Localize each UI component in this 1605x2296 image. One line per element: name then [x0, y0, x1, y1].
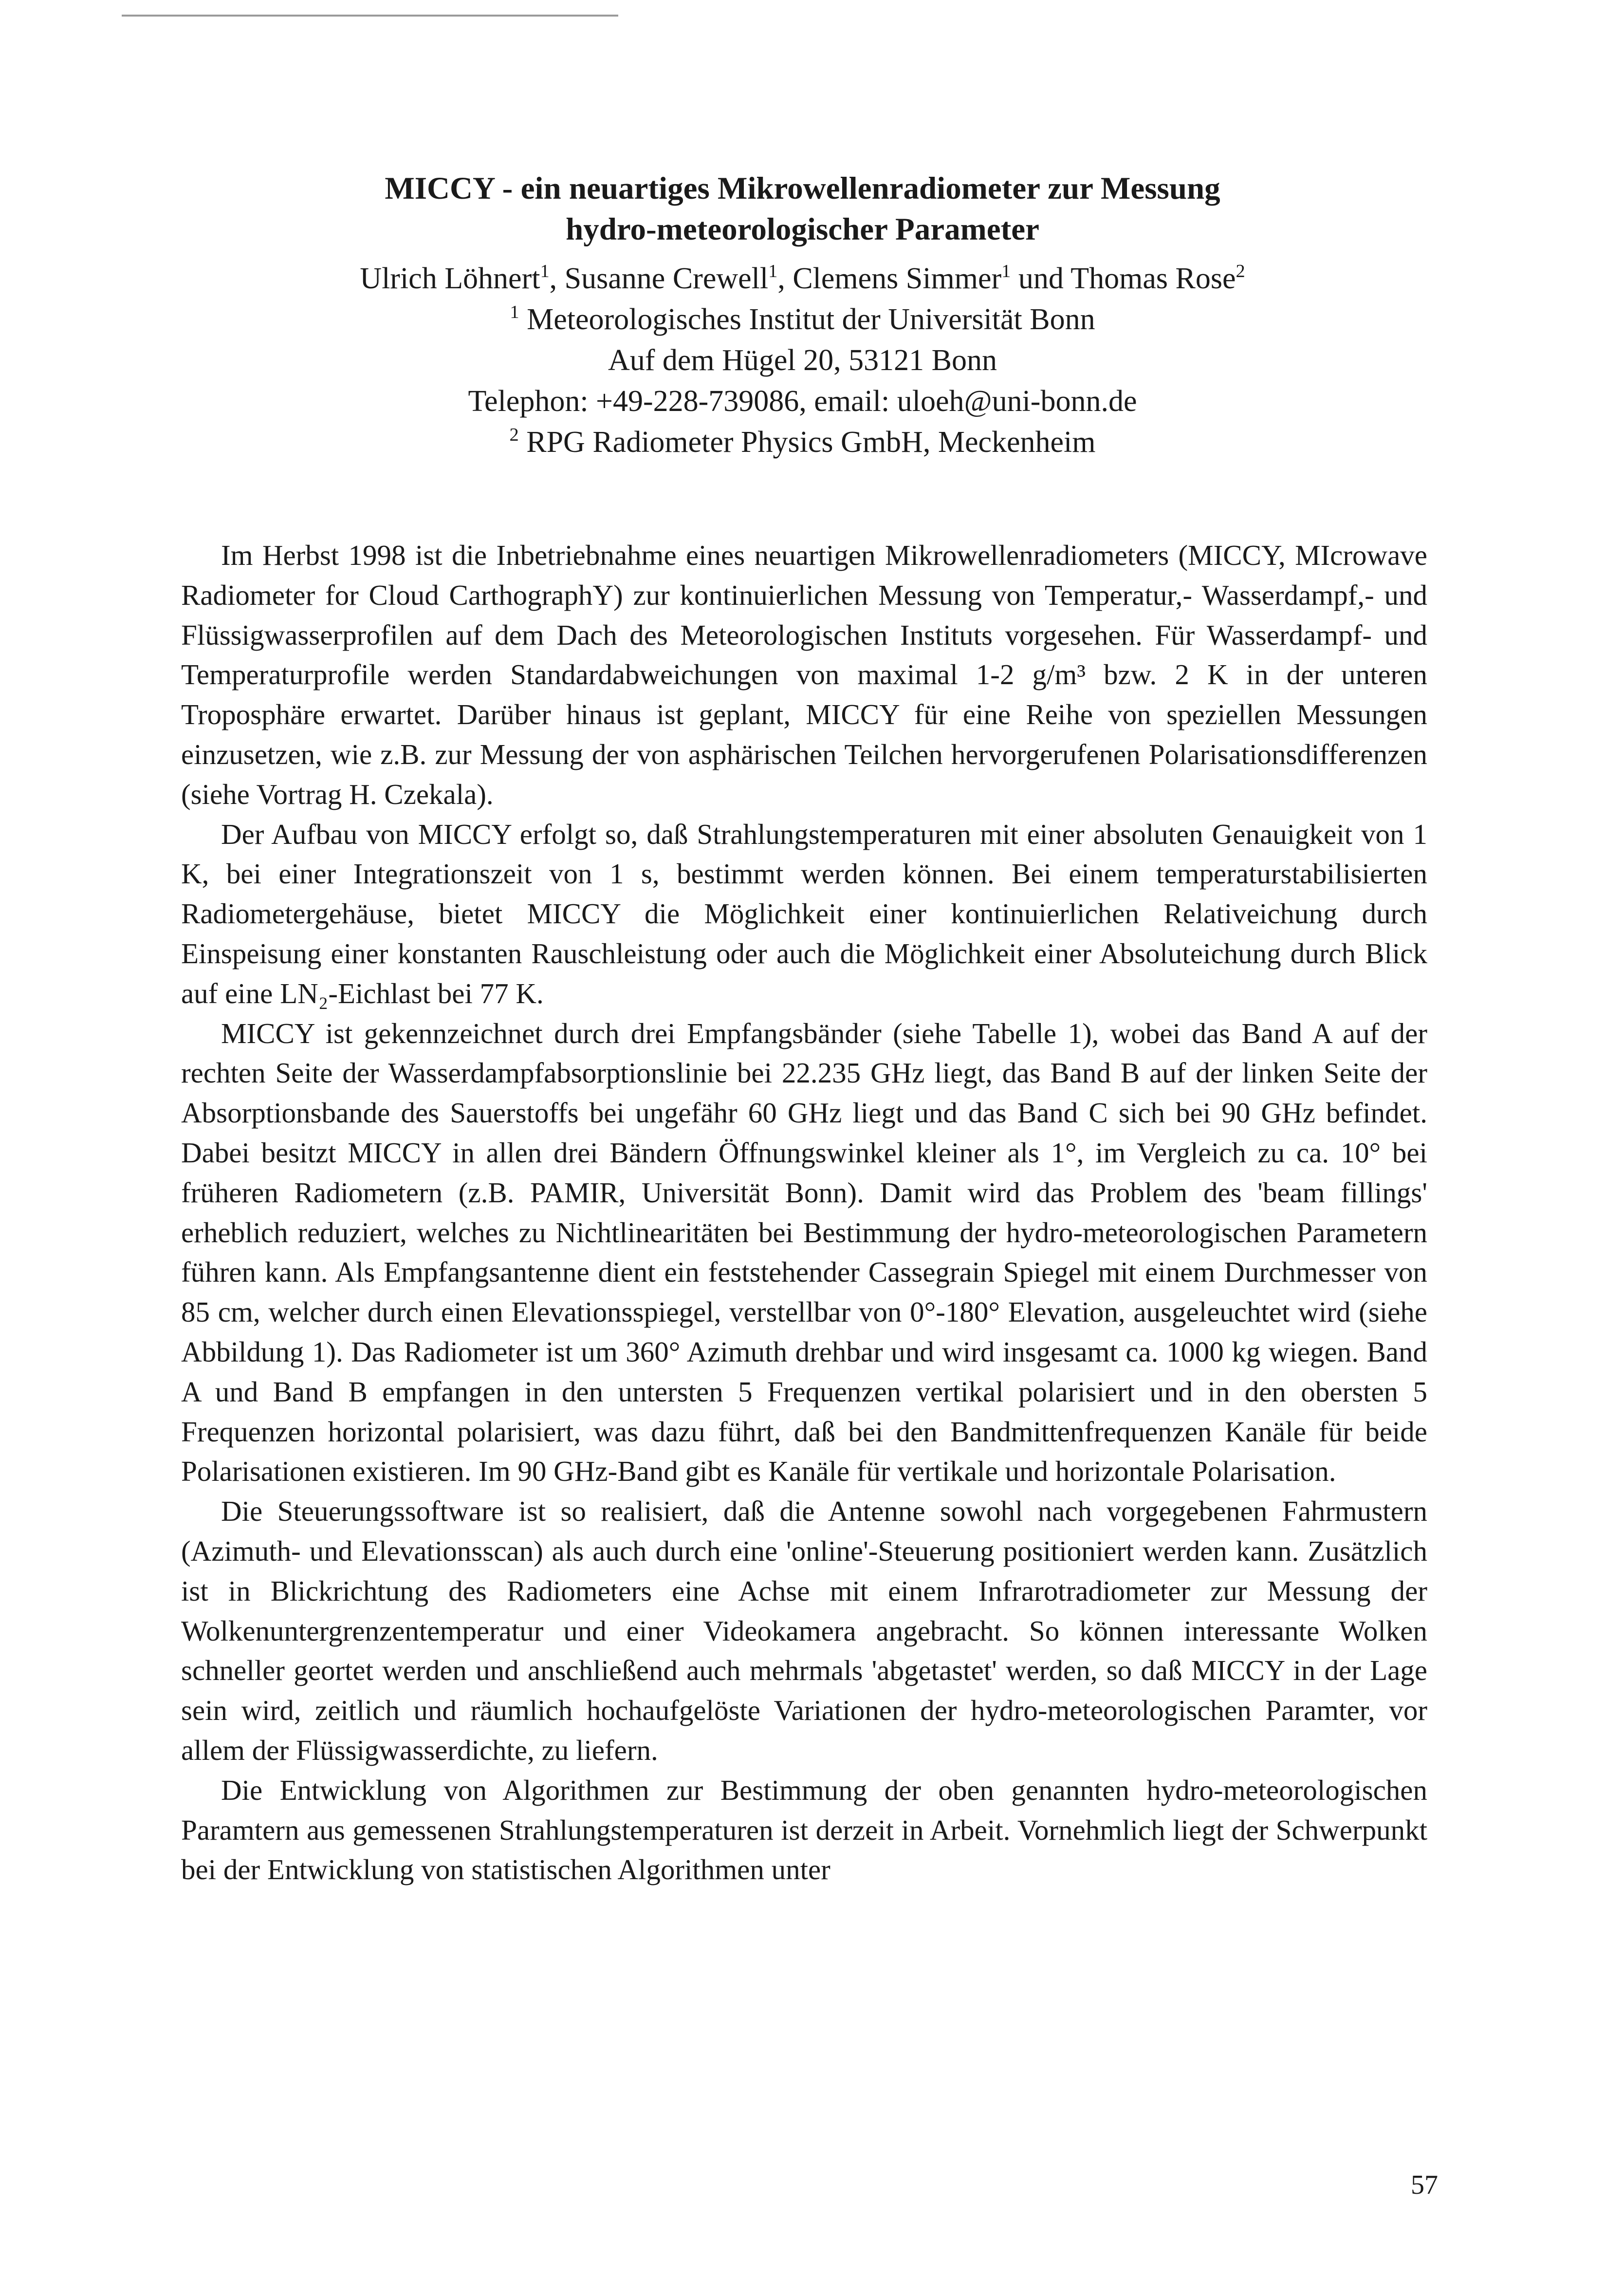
paragraph-1: Im Herbst 1998 ist die Inbetriebnahme eines neuartigen Mikrowellenradiometers (MICCY, MIcrowave Radiometer for Cloud CarthographY) zur kontinuierlichen Messung von Temperatur,- Wasserdampf,- und Flüssigwasserprofilen auf dem Dach des Meteorologischen Instituts vorgesehen. Für Wasserdampf- und Temperaturprofile werden Standardabweichungen von maximal 1-2 g/m³ bzw. 2 K in der unteren Troposphäre erwartet. Darüber hinaus ist geplant, MICCY für eine Reihe von speziellen Messungen einzusetzen, wie z.B. zur Messung der von asphärischen Teilchen hervorgerufenen Polarisationsdifferenzen (siehe Vortrag H. Czekala). [181, 539, 1427, 810]
title-line-1: MICCY - ein neuartiges Mikrowellenradiometer zur Messung [385, 171, 1220, 206]
author-separator: und [1011, 262, 1071, 295]
page-number: 57 [1411, 2170, 1438, 2200]
author-name: Clemens Simmer [793, 262, 1002, 295]
paragraph-2: Der Aufbau von MICCY erfolgt so, daß Strahlungstemperaturen mit einer absoluten Genauigkeit von 1 K, bei einer Integrationszeit von 1 s, bestimmt werden können. Bei einem temperaturstabilisierten Radiometergehäuse, bietet MICCY die Möglichkeit einer kontinuierlichen Relativeichung durch Einspeisung einer konstanten Rauschleistung oder auch die Möglichkeit einer Absoluteichung durch Blick auf eine LN₂-Eichlast bei 77 K. [181, 818, 1427, 1009]
author-separator: , [777, 262, 793, 295]
affiliation-address: Auf dem Hügel 20, 53121 Bonn [608, 344, 997, 377]
body-text [181, 536, 1427, 1890]
title-line-2: hydro-meteorologischer Parameter [566, 212, 1039, 247]
author-separator: , [549, 262, 565, 295]
author-line [0, 258, 1605, 299]
affiliation-mark: 1 [510, 301, 519, 322]
affiliation-2: $^2$ RPG Radiometer Physics GmbH, Meckenheim [509, 424, 1096, 459]
affiliation-mark: 1 [1001, 261, 1011, 281]
paper-title [0, 168, 1605, 250]
affiliation-mark: 1 [540, 261, 550, 281]
affiliation-1: $^1$ Meteorologisches Institut der Universität Bonn [510, 301, 1095, 336]
author-block [0, 258, 1605, 463]
author-name: Susanne Crewell [564, 262, 769, 295]
affiliation-mark: 1 [768, 261, 778, 281]
author-name: Ulrich Löhnert [360, 262, 540, 295]
paragraph-5: Die Entwicklung von Algorithmen zur Bestimmung der oben genannten hydro-meteorologischen Paramtern aus gemessenen Strahlungstemperaturen ist derzeit in Arbeit. Vornehmlich liegt der Schwerpunkt bei der Entwicklung von statistischen Algorithmen unter [181, 1773, 1427, 1886]
paragraph-3: MICCY ist gekennzeichnet durch drei Empfangsbänder (siehe Tabelle 1), wobei das Band A auf der rechten Seite der Wasserdampfabsorptionslinie bei 22.235 GHz liegt, das Band B auf der linken Seite der Absorptionsbande des Sauerstoffs bei ungefähr 60 GHz liegt und das Band C sich bei 90 GHz befindet. Dabei besitzt MICCY in allen drei Bändern Öffnungswinkel kleiner als 1°, im Vergleich zu ca. 10° bei früheren Radiometern (z.B. PAMIR, Universität Bonn). Damit wird das Problem des 'beam fillings' erheblich reduziert, welches zu Nichtlinearitäten bei Bestimmung der hydro-meteorologischen Parametern führen kann. Als Empfangsantenne dient ein feststehender Cassegrain Spiegel mit einem Durchmesser von 85 cm, welcher durch einen Elevationsspiegel, verstellbar von 0°-180° Elevation, ausgeleuchtet wird (siehe Abbildung 1). Das Radiometer ist um 360° Azimuth drehbar und wird insgesamt ca. 1000 kg wiegen. Band A und Band B empfangen in den untersten 5 Frequenzen vertikal polarisiert und in den obersten 5 Frequenzen horizontal polarisiert, was dazu führt, daß bei den Bandmittenfrequenzen Kanäle für beide Polarisationen existieren. Im 90 GHz-Band gibt es Kanäle für vertikale und horizontale Polarisation. [181, 1017, 1427, 1488]
author-name: Thomas Rose [1070, 262, 1236, 295]
paragraph-4: Die Steuerungssoftware ist so realisiert, daß die Antenne sowohl nach vorgegebenen Fahrmustern (Azimuth- und Elevationsscan) als auch durch eine 'online'-Steuerung positioniert werden kann. Zusätzlich ist in Blickrichtung des Radiometers eine Achse mit einem Infrarotradiometer zur Messung der Wolkenuntergrenzentemperatur und einer Videokamera angebracht. So können interessante Wolken schneller geortet werden und anschließend auch mehrmals 'abgetastet' werden, so daß MICCY in der Lage sein wird, zeitlich und räumlich hochaufgelöste Variationen der hydro-meteorologischen Paramter, vor allem der Flüssigwasserdichte, zu liefern. [181, 1495, 1427, 1766]
affiliation-mark: 2 [1236, 261, 1245, 281]
affiliation-contact: Telephon: +49-228-739086, email: uloeh@uni-bonn.de [468, 385, 1137, 418]
header-rule [122, 15, 618, 17]
affiliation-mark: 2 [509, 424, 519, 445]
